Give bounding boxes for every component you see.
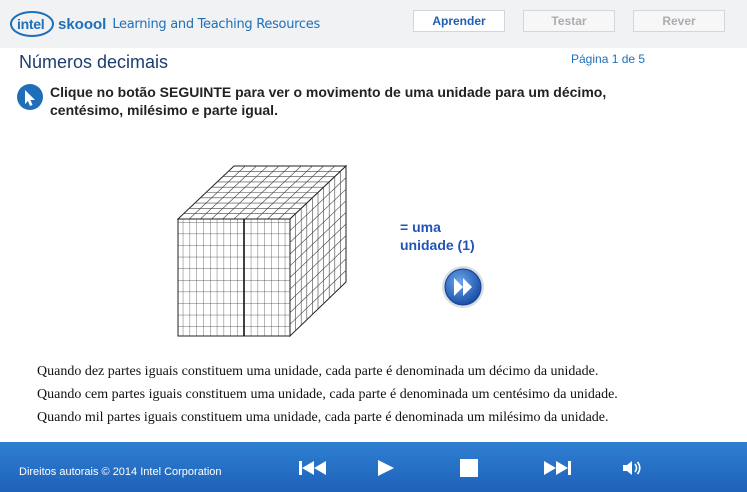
rewind-button[interactable] [298,458,328,483]
description-list [37,360,618,429]
volume-icon [621,458,643,478]
next-button[interactable] [440,264,486,315]
thousand-cube-block [176,164,352,345]
logo-tagline: Learning and Teaching Resources [112,16,320,32]
footer-bar [0,442,747,492]
play-button[interactable] [376,458,396,483]
description-decimo: Quando dez partes iguais constituem uma unidade, cada parte é denominada um décimo da unidade. [37,364,599,379]
rewind-icon [298,458,328,478]
fast-forward-end-icon [542,458,572,478]
stop-button[interactable] [459,458,479,483]
unit-label-line2: unidade (1) [400,237,475,253]
volume-button[interactable] [621,458,643,483]
header-bar [0,0,747,48]
page-title: Números decimais [19,52,169,72]
skoool-logo-text: skoool [58,15,107,33]
fast-forward-button[interactable] [542,458,572,483]
tab-testar[interactable]: Testar [523,10,615,32]
copyright-text: Direitos autorais © 2014 Intel Corporation [19,466,222,478]
page-indicator: Página 1 de 5 [571,52,646,66]
fast-forward-icon [440,264,486,310]
description-centesimo: Quando cem partes iguais constituem uma unidade, cada parte é denominada um centésimo da unidade. [37,387,618,402]
intel-logo [10,9,56,39]
unit-label-line1: = uma [400,219,441,235]
unit-label [400,218,510,254]
intel-logo-text: intel [17,16,45,32]
instruction-arrow-icon [16,83,44,116]
intel-skoool-logo [10,9,320,39]
play-icon [376,458,396,478]
stop-icon [459,458,479,478]
tab-aprender[interactable]: Aprender [413,10,505,32]
description-milesimo: Quando mil partes iguais constituem uma unidade, cada parte é denominada um milésimo da unidade. [37,410,609,425]
instruction-text: Clique no botão SEGUINTE para ver o movimento de uma unidade para um décimo, centésimo, milésimo e parte igual. [50,84,607,118]
tab-rever[interactable]: Rever [633,10,725,32]
